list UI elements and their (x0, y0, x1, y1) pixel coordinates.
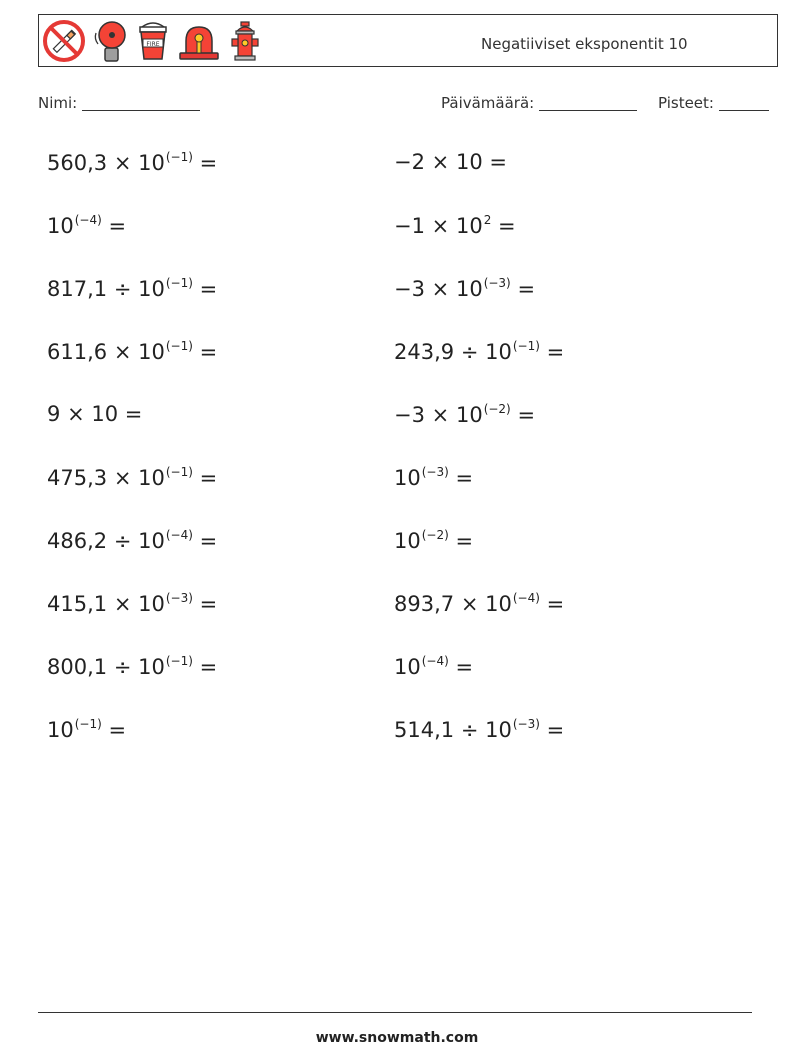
problem-equals: = (124, 402, 143, 426)
fire-bucket-icon (136, 19, 170, 63)
name-field[interactable] (38, 94, 200, 112)
header-icons (42, 19, 262, 63)
problem-equals: = (455, 466, 474, 490)
problem-equals: = (199, 340, 218, 364)
problem-base: 514,1 (394, 718, 455, 742)
problem-power-base: 10 (138, 277, 165, 301)
problem-exponent: (−4) (421, 654, 449, 668)
problem-item (394, 339, 564, 364)
problem-item (394, 654, 473, 679)
problem-power-base: 10 (47, 718, 74, 742)
problem-power-base: 10 (455, 403, 483, 427)
problem-item (394, 150, 507, 174)
problem-base: 475,3 (47, 466, 108, 490)
problem-power-base: 10 (485, 718, 512, 742)
problem-item (47, 402, 142, 426)
problem-exponent: (−2) (483, 402, 511, 416)
problem-exponent: (−1) (74, 717, 102, 731)
problem-exponent: (−3) (421, 465, 449, 479)
problem-item (394, 402, 535, 427)
problem-equals: = (455, 655, 474, 679)
problem-exponent: (−1) (165, 276, 193, 290)
problem-base: 560,3 (47, 151, 108, 175)
problem-equals: = (455, 529, 474, 553)
problem-item (394, 591, 564, 616)
problem-equals: = (108, 214, 127, 238)
problem-base: 893,7 (394, 592, 455, 616)
problem-item (47, 654, 217, 679)
problem-power-base: 10 (138, 151, 165, 175)
problem-operator: × (431, 214, 450, 238)
problem-base: −3 (394, 403, 425, 427)
problem-exponent: (−3) (483, 276, 511, 290)
problem-operator: × (67, 402, 85, 426)
problem-equals: = (199, 277, 218, 301)
problem-power-base: 10 (138, 529, 165, 553)
problem-equals: = (517, 277, 536, 301)
problem-exponent: (−1) (512, 339, 540, 353)
problem-item (47, 717, 126, 742)
problem-base: 800,1 (47, 655, 108, 679)
problem-exponent: (−2) (421, 528, 449, 542)
problem-power-base: 10 (394, 529, 421, 553)
problem-exponent: (−3) (512, 717, 540, 731)
problem-equals: = (517, 403, 536, 427)
problem-power-base: 10 (455, 277, 483, 301)
problem-equals: = (199, 592, 218, 616)
problem-operator: × (113, 592, 132, 616)
problem-operator: ÷ (113, 277, 132, 301)
date-field[interactable] (441, 94, 637, 112)
problem-base: 817,1 (47, 277, 108, 301)
problem-exponent: (−1) (165, 150, 193, 164)
problem-item (394, 465, 473, 490)
problem-equals: = (199, 151, 218, 175)
problem-exponent: (−4) (74, 213, 102, 227)
problem-item (47, 213, 126, 238)
problem-base: 243,9 (394, 340, 455, 364)
footer-url: www.snowmath.com (315, 1030, 479, 1046)
problem-power-base: 10 (138, 592, 165, 616)
problem-exponent: (−4) (512, 591, 540, 605)
problem-equals: = (199, 655, 218, 679)
problem-exponent: 2 (483, 213, 492, 227)
problem-exponent: (−3) (165, 591, 193, 605)
no-smoking-icon (42, 19, 86, 63)
problem-equals: = (489, 150, 507, 174)
problem-operator: ÷ (113, 529, 132, 553)
name-label: Nimi: (38, 94, 78, 112)
fire-hydrant-icon (228, 19, 262, 63)
problem-equals: = (199, 529, 218, 553)
problem-power-base: 10 (91, 402, 119, 426)
problem-exponent: (−1) (165, 654, 193, 668)
problem-power-base: 10 (485, 340, 512, 364)
problem-exponent: (−1) (165, 465, 193, 479)
problem-item (394, 213, 516, 238)
problem-item (394, 528, 473, 553)
problem-operator: ÷ (460, 718, 479, 742)
problem-power-base: 10 (138, 466, 165, 490)
problem-base: 415,1 (47, 592, 108, 616)
problem-power-base: 10 (455, 214, 483, 238)
date-line (539, 110, 637, 111)
problem-power-base: 10 (455, 150, 483, 174)
problem-exponent: (−4) (165, 528, 193, 542)
problem-power-base: 10 (138, 340, 165, 364)
problem-item (394, 717, 564, 742)
fire-bucket-label: FIRE (146, 41, 160, 48)
fire-alarm-bell-icon (92, 19, 130, 63)
problem-equals: = (199, 466, 218, 490)
problem-base: 611,6 (47, 340, 108, 364)
problem-base: −1 (394, 214, 425, 238)
name-line (82, 110, 200, 111)
problem-item (394, 276, 535, 301)
problem-equals: = (108, 718, 127, 742)
problem-item (47, 465, 217, 490)
problem-item (47, 528, 217, 553)
problem-operator: × (113, 340, 132, 364)
problem-power-base: 10 (47, 214, 74, 238)
worksheet-header (38, 14, 778, 67)
problem-operator: × (113, 151, 132, 175)
problem-item (47, 150, 217, 175)
problem-base: −2 (394, 150, 425, 174)
problem-equals: = (498, 214, 516, 238)
score-line (719, 110, 769, 111)
emergency-siren-icon (176, 19, 222, 63)
problem-operator: × (113, 466, 132, 490)
problem-exponent: (−1) (165, 339, 193, 353)
problem-item (47, 591, 217, 616)
problem-operator: ÷ (113, 655, 132, 679)
problem-base: −3 (394, 277, 425, 301)
date-label: Päivämäärä: (441, 94, 535, 112)
problem-item (47, 339, 217, 364)
footer-divider (38, 1012, 752, 1013)
worksheet-title: Negatiiviset eksponentit 10 (481, 35, 688, 53)
problem-item (47, 276, 217, 301)
problem-equals: = (546, 340, 565, 364)
problem-power-base: 10 (394, 655, 421, 679)
problem-power-base: 10 (138, 655, 165, 679)
problem-base: 9 (47, 402, 61, 426)
problem-power-base: 10 (485, 592, 512, 616)
problem-equals: = (546, 592, 565, 616)
problem-operator: ÷ (460, 340, 479, 364)
problem-equals: = (546, 718, 565, 742)
problem-base: 486,2 (47, 529, 108, 553)
score-field[interactable] (658, 94, 769, 112)
problem-operator: × (431, 150, 450, 174)
problem-operator: × (460, 592, 479, 616)
problem-power-base: 10 (394, 466, 421, 490)
score-label: Pisteet: (658, 94, 714, 112)
problem-operator: × (431, 403, 450, 427)
problem-operator: × (431, 277, 450, 301)
